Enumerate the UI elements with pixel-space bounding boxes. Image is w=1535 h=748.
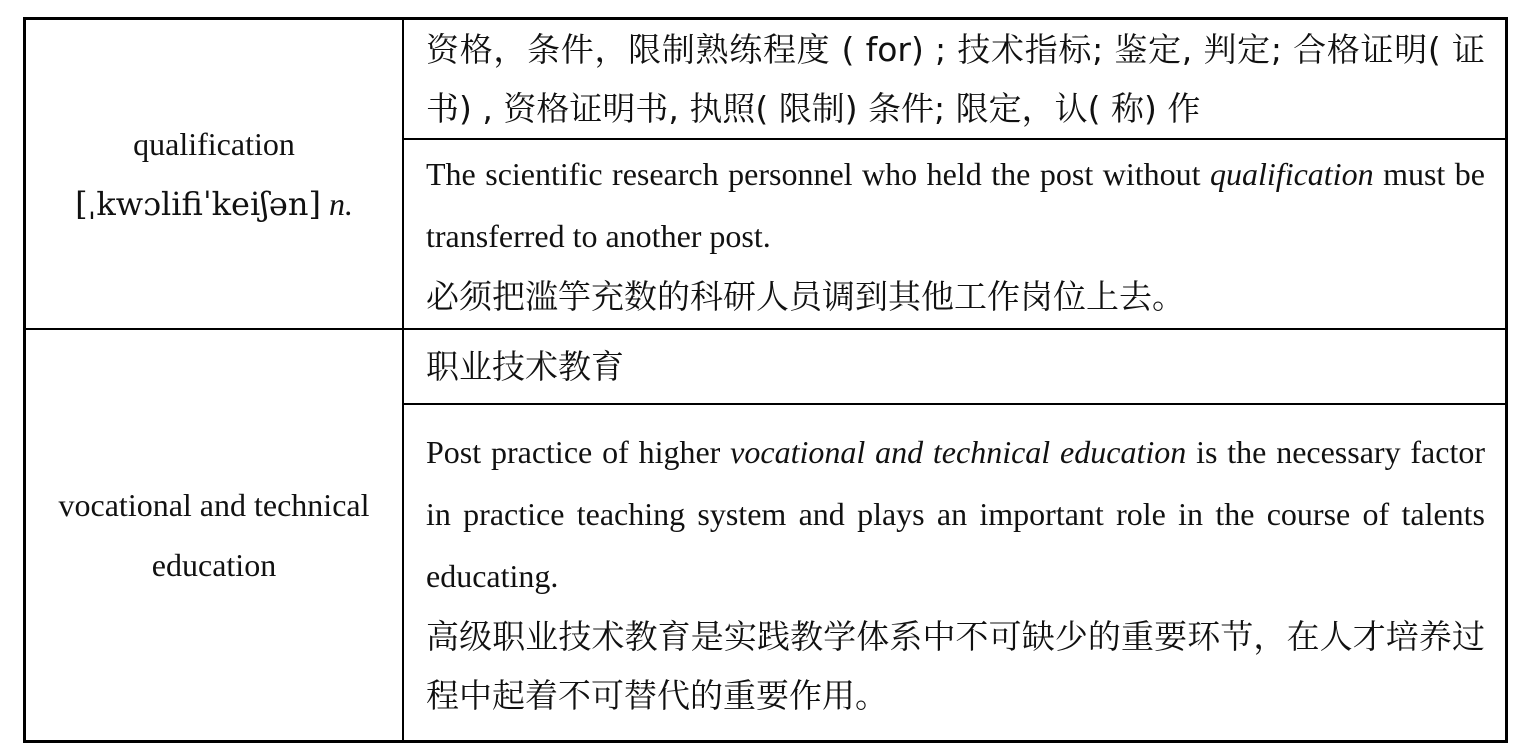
example-en-before: The scientific research personnel who held the post without (426, 155, 1211, 192)
term-word: qualification (133, 126, 295, 162)
definition-cell (403, 19, 1507, 140)
example-cell (403, 139, 1507, 329)
example-en-term: qualification (1210, 155, 1374, 192)
example-zh: 高级职业技术教育是实践教学体系中不可缺少的重要环节，在人才培养过程中起着不可替代的重要作用。 (426, 616, 1485, 715)
definition-zh: 资格，条件，限制熟练程度 ( for) ; 技术指标; 鉴定, 判定; 合格证明( 证书) , 资格证明书, 执照( 限制) 条件; 限定，认( 称) 作 (426, 30, 1485, 128)
example-cell (403, 404, 1507, 742)
example-en-term: vocational and technical education (730, 433, 1187, 470)
term-pronunciation: [ˌkwɔlifiˈkeiʃən] (75, 185, 321, 223)
vocabulary-table (23, 17, 1508, 743)
example-en (426, 421, 1485, 607)
term-cell-vocational-education (25, 329, 404, 742)
term-word-line1: vocational and technical (58, 487, 370, 523)
example-zh: 必须把滥竽充数的科研人员调到其他工作岗位上去。 (426, 276, 1185, 316)
example-en-before: Post practice of higher (426, 433, 731, 470)
definition-cell (403, 329, 1507, 404)
example-block (404, 421, 1505, 725)
definition-zh: 职业技术教育 (426, 347, 624, 386)
example-en (426, 143, 1485, 267)
term-cell-qualification (25, 19, 404, 330)
example-block (404, 143, 1505, 326)
term-word-line2: education (151, 547, 277, 583)
example-en-after: is the necessary factor in practice teaching system and plays an important role in the course of talents educating. (426, 433, 1486, 594)
entry-row-definition (25, 329, 1507, 404)
term-pronunciation-line (26, 174, 402, 234)
term-part-of-speech: n. (328, 186, 353, 222)
example-en-after: must be transferred to another post. (426, 155, 1486, 254)
entry-row-definition (25, 19, 1507, 140)
